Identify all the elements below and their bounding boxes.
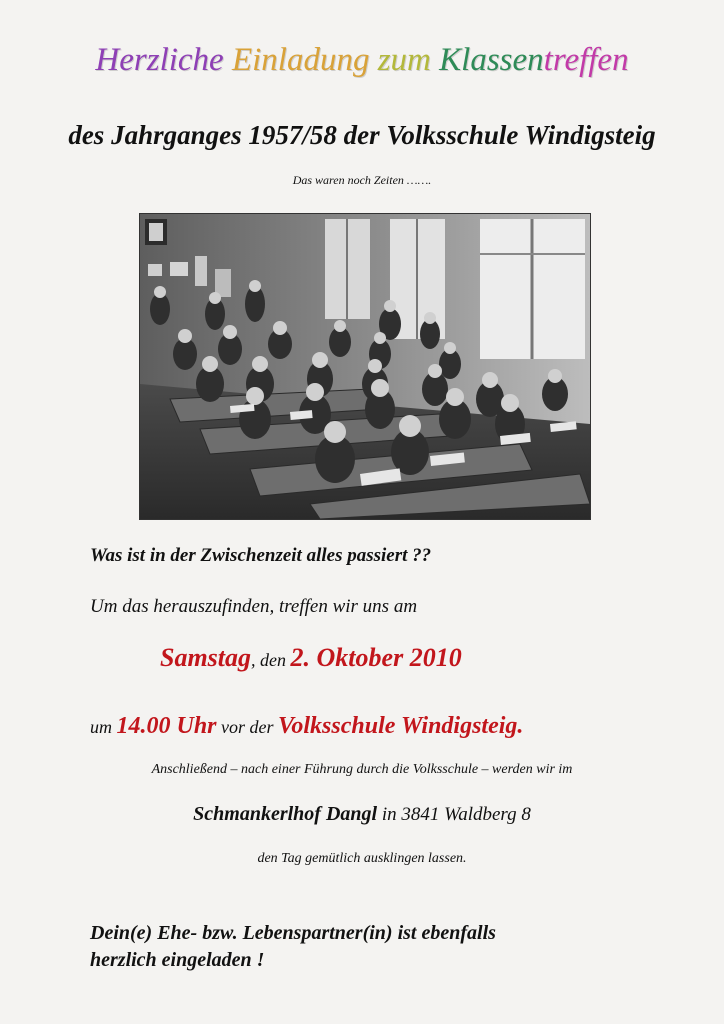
venue-address: in 3841 Waldberg 8: [377, 804, 531, 825]
event-time: 14.00 Uhr: [116, 713, 217, 739]
time-mid: vor der: [216, 717, 279, 737]
event-day: Samstag: [160, 643, 252, 672]
venue-line: [0, 803, 724, 826]
event-date: [160, 643, 462, 673]
title-word-1: Herzliche: [95, 42, 232, 78]
venue-name: Schmankerlhof Dangl: [193, 803, 378, 825]
title-word-4b: treffen: [543, 42, 629, 78]
partner-line-2: herzlich eingeladen !: [90, 949, 265, 971]
partner-note: [90, 920, 650, 974]
title-word-3: zum: [377, 42, 440, 78]
closing-text: den Tag gemütlich ausklingen lassen.: [257, 851, 467, 866]
question-text: Was ist in der Zwischenzeit alles passiert ??: [90, 545, 432, 566]
tagline: Das waren noch Zeiten …….: [292, 173, 432, 187]
afterwards-text: Anschließend – nach einer Führung durch die Volksschule – werden wir im: [151, 762, 573, 777]
event-date-mid: , den: [251, 650, 291, 670]
title-word-2: Einladung: [231, 42, 378, 78]
event-meeting-place: Volksschule Windigsteig.: [278, 713, 524, 739]
event-date-value: 2. Oktober 2010: [290, 643, 462, 672]
classroom-photo-icon: [140, 214, 590, 519]
classroom-photo: [139, 213, 591, 520]
partner-line-1: Dein(e) Ehe- bzw. Lebenspartner(in) ist ebenfalls: [90, 922, 496, 944]
time-prefix: um: [90, 717, 117, 737]
subtitle: des Jahrganges 1957/58 der Volksschule Windigsteig: [68, 120, 656, 150]
find-out-text: Um das herauszufinden, treffen wir uns am: [90, 596, 418, 617]
invitation-title: [0, 40, 724, 80]
event-time-line: [90, 713, 523, 740]
title-word-4a: Klassen: [439, 42, 544, 78]
